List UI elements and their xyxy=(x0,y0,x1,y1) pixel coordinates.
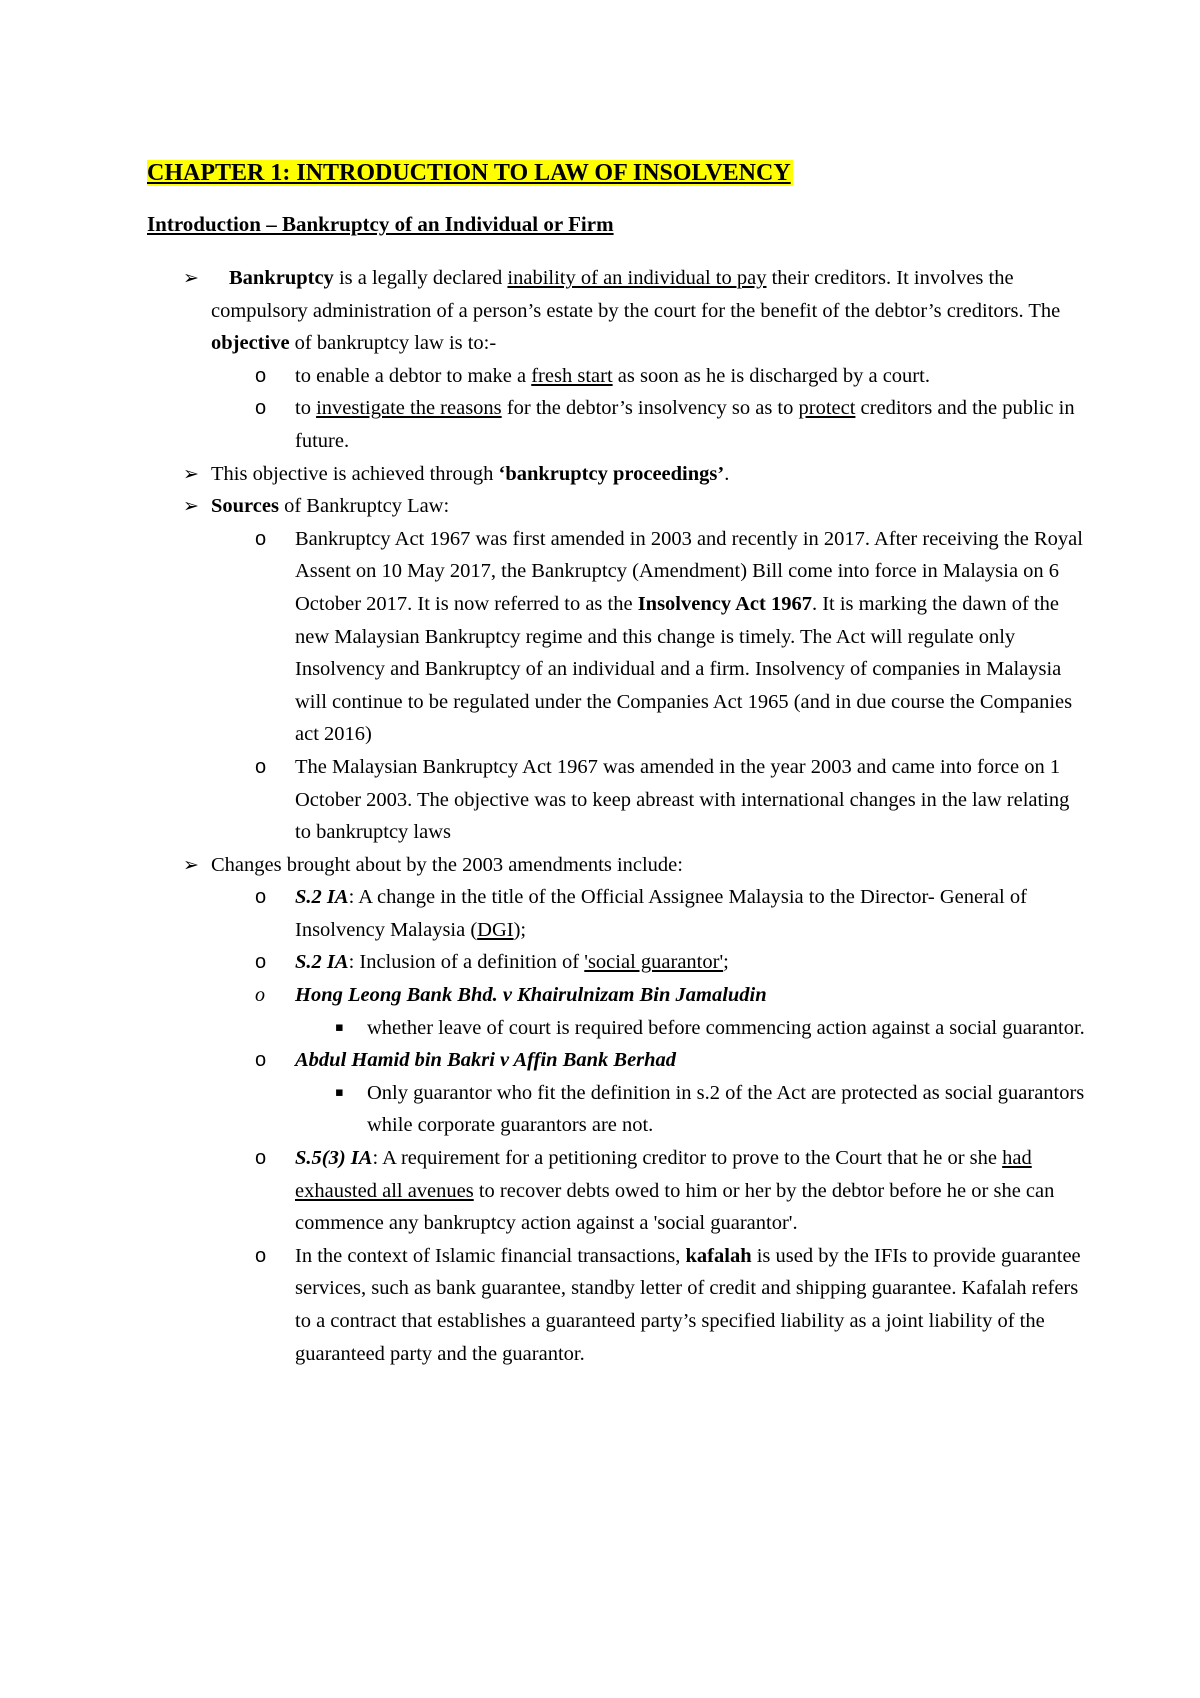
square-bullet-icon: ▪ xyxy=(335,1084,344,1100)
paragraph-text xyxy=(211,849,1087,882)
sub-bullet-case-abdul-hamid xyxy=(147,1044,1087,1077)
paragraph-text xyxy=(295,1142,1087,1240)
paragraph-text xyxy=(295,979,1087,1012)
text-run: The Malaysian Bankruptcy Act 1967 was amended in the year 2003 and came into force on 1 October 2003. The objective was to keep abreast with international changes in the law relating to bankruptcy laws xyxy=(295,755,1070,844)
paragraph-text xyxy=(295,946,1087,979)
text-run: for the debtor’s insolvency so as to xyxy=(501,397,799,420)
underlined-text: investigate the reasons xyxy=(316,397,502,420)
section-ref: S.5(3) IA xyxy=(295,1147,373,1170)
circle-bullet-icon: o xyxy=(255,1147,267,1170)
term-sources: Sources xyxy=(211,495,279,518)
paragraph-text xyxy=(367,1012,1087,1045)
paragraph-text xyxy=(211,262,1087,360)
arrow-bullet-icon: ➢ xyxy=(183,495,199,518)
text-run: of bankruptcy law is to:- xyxy=(289,332,497,355)
circle-bullet-icon: o xyxy=(255,984,265,1007)
sub-bullet-fresh-start xyxy=(147,360,1087,393)
sub-sub-bullet-guarantor-definition xyxy=(147,1077,1087,1142)
text-run: whether leave of court is required before commencing action against a social guarantor. xyxy=(367,1016,1085,1039)
bullet-sources xyxy=(147,490,1087,523)
paragraph-text xyxy=(295,1044,1087,1077)
underlined-text: DGI xyxy=(477,918,514,941)
chapter-title-text: CHAPTER 1: INTRODUCTION TO LAW OF INSOLVENCY xyxy=(147,160,791,186)
document-body xyxy=(147,262,1087,1370)
underlined-text: 'social guarantor' xyxy=(584,951,724,974)
bullet-changes-2003 xyxy=(147,849,1087,882)
sub-bullet-s2-social-guarantor xyxy=(147,946,1087,979)
text-run: . It is marking the dawn of the new Malaysian Bankruptcy regime and this change is timely. The Act will regulate only Insolvency and Bankruptcy of an individual and a firm. Insolvency of companies in Malaysia will continue to be regulated under the Companies Act 1965 (and in due course the Companies act 2016) xyxy=(295,592,1073,746)
sub-bullet-case-hong-leong xyxy=(147,979,1087,1012)
bullet-objective-achieved xyxy=(147,458,1087,491)
circle-bullet-icon: o xyxy=(255,364,267,387)
text-run: to enable a debtor to make a xyxy=(295,364,532,387)
sub-bullet-s5-3 xyxy=(147,1142,1087,1240)
term-objective: objective xyxy=(211,332,290,355)
sub-bullet-s2-title-change xyxy=(147,881,1087,946)
square-bullet-icon: ▪ xyxy=(335,1019,344,1035)
text-run: as soon as he is discharged by a court. xyxy=(612,364,930,387)
chapter-title xyxy=(147,158,793,188)
text-run: ); xyxy=(513,918,527,941)
arrow-bullet-icon: ➢ xyxy=(183,853,199,876)
text-run: creditors and the public in future. xyxy=(295,397,1075,452)
text-run: to xyxy=(295,397,317,420)
paragraph-text xyxy=(367,1077,1087,1142)
underlined-text: inability of an individual to pay xyxy=(507,267,767,289)
paragraph-text xyxy=(295,392,1087,457)
sub-bullet-kafalah xyxy=(147,1240,1087,1370)
case-name: Hong Leong Bank Bhd. v Khairulnizam Bin Jamaludin xyxy=(295,984,767,1007)
text-run: their creditors. It xyxy=(766,267,909,289)
circle-bullet-icon: o xyxy=(255,1244,267,1267)
term-bankruptcy-proceedings: ‘bankruptcy proceedings’ xyxy=(498,462,725,485)
circle-bullet-icon: o xyxy=(255,886,267,909)
paragraph-text xyxy=(211,490,1087,523)
circle-bullet-icon: o xyxy=(255,1049,267,1072)
term-bankruptcy: Bankruptcy xyxy=(229,267,334,289)
text-run: of Bankruptcy Law: xyxy=(278,495,450,518)
text-run: is a legally declared xyxy=(333,267,508,289)
paragraph-text xyxy=(295,360,1087,393)
text-run: involves the compulsory administration of a person’s estate by the court for the benefit of the debtor’s creditors. The xyxy=(211,267,1061,322)
circle-bullet-icon: o xyxy=(255,755,267,778)
arrow-bullet-icon: ➢ xyxy=(183,267,199,289)
circle-bullet-icon: o xyxy=(255,397,267,420)
underlined-text: had exhausted all avenues xyxy=(295,1147,1032,1202)
text-run: ; xyxy=(723,951,729,974)
sub-bullet-insolvency-act xyxy=(147,523,1087,751)
paragraph-text xyxy=(295,523,1087,751)
text-run: Bankruptcy Act 1967 was first amended in 2003 and recently in 2017. After receiving the Royal Assent on 10 May 2017, the Bankruptcy (Amendment) Bill come into force in Malaysia on 6 October 2017. It is now referred to as the xyxy=(295,527,1083,615)
text-run: Only guarantor who fit the definition in s.2 of the Act are protected as social guarantors while corporate guarantors are not. xyxy=(367,1081,1085,1137)
text-run: to recover debts owed to him or her by the debtor before he or she can commence any bankruptcy action against a 'social guarantor'. xyxy=(295,1179,1055,1235)
section-ref: S.2 IA xyxy=(295,951,349,974)
paragraph-text xyxy=(295,881,1087,946)
text-run: In the context of Islamic financial transactions, xyxy=(295,1244,686,1267)
sub-bullet-investigate xyxy=(147,392,1087,457)
term-insolvency-act: Insolvency Act 1967 xyxy=(637,592,812,615)
text-run: : A change in the title of the Official Assignee Malaysia to the Director- General of Insolvency Malaysia ( xyxy=(295,886,1027,941)
arrow-bullet-icon: ➢ xyxy=(183,462,199,485)
section-ref: S.2 IA xyxy=(295,886,349,909)
paragraph-text xyxy=(295,751,1087,849)
circle-bullet-icon: o xyxy=(255,527,267,550)
term-kafalah: kafalah xyxy=(685,1244,752,1267)
text-run: This objective is achieved through xyxy=(211,462,499,485)
paragraph-text xyxy=(295,1240,1087,1370)
text-run: . xyxy=(724,462,730,485)
bullet-bankruptcy-definition xyxy=(147,262,1087,360)
circle-bullet-icon: o xyxy=(255,951,267,974)
text-run: Changes brought about by the 2003 amendments include: xyxy=(211,853,683,876)
underlined-text: fresh start xyxy=(531,364,613,387)
underlined-text: protect xyxy=(798,397,856,420)
text-run: : A requirement for a petitioning creditor to prove to the Court that he or she xyxy=(372,1147,1003,1170)
sub-sub-bullet-leave-of-court xyxy=(147,1012,1087,1045)
case-name: Abdul Hamid bin Bakri v Affin Bank Berhad xyxy=(295,1049,677,1072)
section-subtitle: Introduction – Bankruptcy of an Individual or Firm xyxy=(147,212,614,236)
paragraph-text xyxy=(211,458,1087,491)
text-run: : Inclusion of a definition of xyxy=(348,951,585,974)
sub-bullet-2003-amendment xyxy=(147,751,1087,849)
text-run: is used by the IFIs to provide guarantee services, such as bank guarantee, standby letter of credit and shipping guarantee. Kafalah refers to a contract that establishes a guaranteed party’s specified liability as a joint liability of the guaranteed party and the guarantor. xyxy=(295,1244,1081,1365)
